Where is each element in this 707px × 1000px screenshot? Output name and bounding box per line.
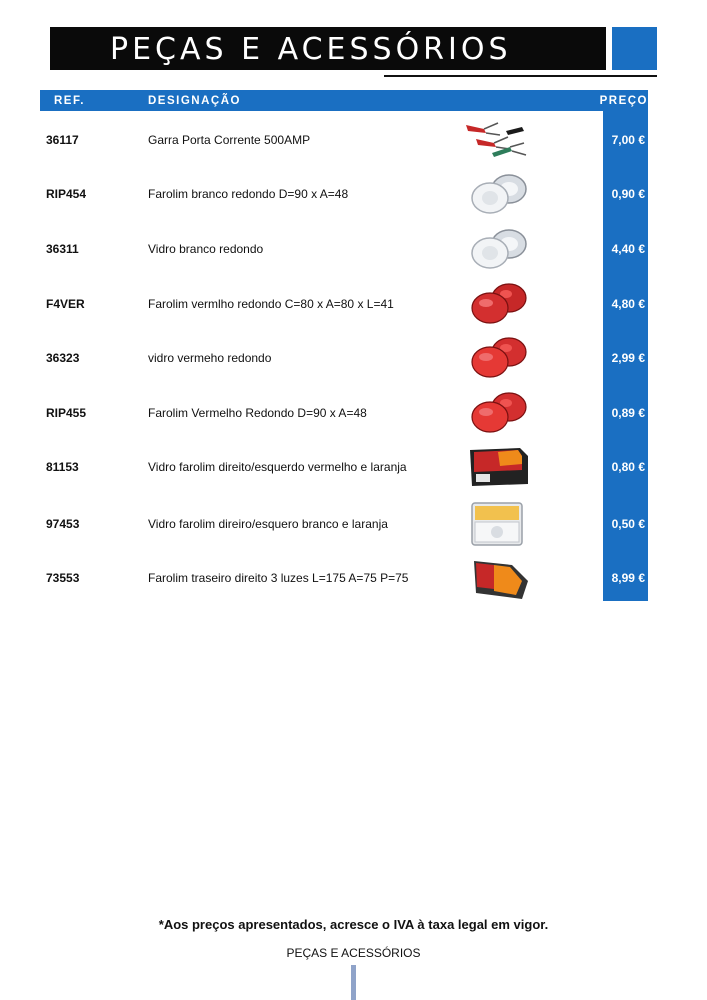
row-ref: 81153 bbox=[46, 460, 79, 474]
row-ref: 36323 bbox=[46, 351, 80, 365]
column-header-designation: DESIGNAÇÃO bbox=[148, 95, 241, 107]
row-designation: vidro vermeho redondo bbox=[148, 351, 272, 365]
row-price: 0,80 € bbox=[611, 460, 645, 474]
table-row bbox=[0, 551, 707, 606]
table-row bbox=[0, 167, 707, 222]
row-ref: 36311 bbox=[46, 242, 79, 256]
row-price: 8,99 € bbox=[611, 571, 645, 585]
battery-clamp-icon bbox=[462, 117, 532, 163]
row-price: 4,80 € bbox=[611, 297, 645, 311]
row-ref: 97453 bbox=[46, 517, 80, 531]
table-row bbox=[0, 222, 707, 277]
row-designation: Farolim vermlho redondo C=80 x A=80 x L=41 bbox=[148, 297, 394, 311]
red-round-lamp-icon bbox=[462, 335, 532, 381]
row-ref: RIP454 bbox=[46, 187, 87, 201]
title-bar bbox=[50, 27, 606, 70]
row-designation: Vidro farolim direito/esquerdo vermelho e laranja bbox=[148, 460, 407, 474]
row-price: 0,89 € bbox=[611, 406, 645, 420]
row-designation: Farolim branco redondo D=90 x A=48 bbox=[148, 187, 349, 201]
white-round-lamp-icon bbox=[462, 226, 532, 272]
table-row bbox=[0, 331, 707, 386]
row-price: 7,00 € bbox=[611, 133, 645, 147]
column-header-price: PREÇO bbox=[599, 95, 648, 107]
red-round-lamp-icon bbox=[462, 390, 532, 436]
row-designation: Vidro branco redondo bbox=[148, 242, 264, 256]
title-divider bbox=[384, 75, 657, 77]
row-ref: F4VER bbox=[46, 297, 85, 311]
page-title: PEÇAS E ACESSÓRIOS bbox=[110, 32, 512, 67]
row-ref: RIP455 bbox=[46, 406, 87, 420]
footer-section-label: PEÇAS E ACESSÓRIOS bbox=[286, 946, 421, 960]
square-clear-lamp-icon bbox=[462, 501, 532, 547]
row-designation: Farolim Vermelho Redondo D=90 x A=48 bbox=[148, 406, 367, 420]
row-price: 0,90 € bbox=[611, 187, 645, 201]
row-ref: 36117 bbox=[46, 133, 79, 147]
square-rear-lamp-icon bbox=[462, 444, 532, 490]
table-row bbox=[0, 497, 707, 552]
footer-accent-bar bbox=[351, 965, 356, 1000]
column-header-ref: REF. bbox=[54, 95, 85, 107]
vat-footnote: *Aos preços apresentados, acresce o IVA à taxa legal em vigor. bbox=[158, 917, 549, 932]
table-row bbox=[0, 277, 707, 332]
row-designation: Vidro farolim direiro/esquero branco e laranja bbox=[148, 517, 388, 531]
title-accent-square bbox=[612, 27, 657, 70]
row-designation: Farolim traseiro direito 3 luzes L=175 A=75 P=75 bbox=[148, 571, 409, 585]
row-designation: Garra Porta Corrente 500AMP bbox=[148, 133, 311, 147]
row-price: 2,99 € bbox=[611, 351, 645, 365]
table-row bbox=[0, 386, 707, 441]
table-row bbox=[0, 113, 707, 168]
rear-3-light-lamp-icon bbox=[462, 555, 532, 601]
row-price: 0,50 € bbox=[611, 517, 645, 531]
table-header bbox=[40, 90, 648, 111]
row-ref: 73553 bbox=[46, 571, 80, 585]
red-round-lamp-icon bbox=[462, 281, 532, 327]
table-row bbox=[0, 440, 707, 495]
row-price: 4,40 € bbox=[611, 242, 645, 256]
white-round-lamp-icon bbox=[462, 171, 532, 217]
